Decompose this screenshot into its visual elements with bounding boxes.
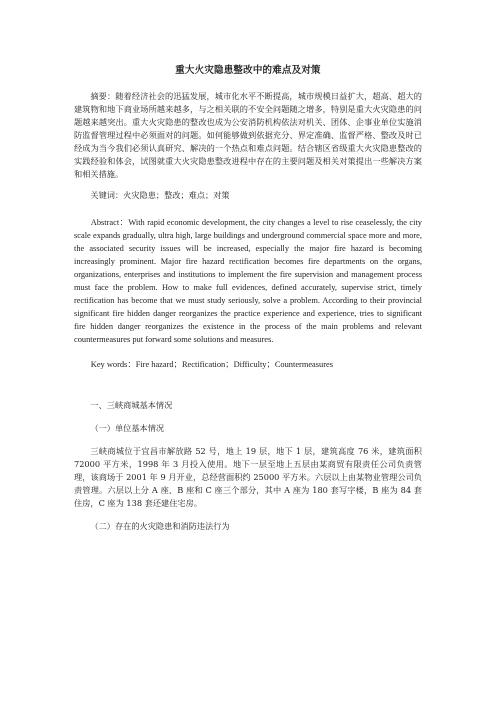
abstract-cn: 摘要：随着经济社会的迅猛发展，城市化水平不断提高，城市规模日益扩大，超高、超大的建筑物和地下商业场所越来越多，与之相关联的不安全问题随之增多，特别是重大火灾隐患的问题越来越突出。重大火灾隐患的整改也成为公安消防机构依法对机关、团体、企事业单位实施消防监督管理过程中必须面对的问题。如何能够做到依据充分、界定准确、监督严格、整改及时已经成为当今我们必须认真研究、解决的一个热点和难点问题。结合辖区省级重大火灾隐患整改的实践经验和体会，试图就重大火灾隐患整改进程中存在的主要问题及相关对策提出一些解决方案和相关措施。 (74, 91, 422, 179)
abstract-en: Abstract：With rapid economic development, the city changes a level to rise ceaselessly, the city scale expands gradually, ultra high, large buildings and underground commercial space more and more, the associated security issues will be increased, especially the major fire hazard is becoming increasingly prominent. Major fire hazard rectification becomes fire departments on the organs, organizations, enterprises and institutions to implement the fire supervision and management process must face the problem. How to make full evidences, defined accurately, supervise strict, timely rectification has become that we must study seriously, solve a problem. According to their provincial significant fire hidden danger reorganizes the practice experience and experience, tries to significant fire hidden danger reorganizes the existence in the process of the main problems and relevant countermeasures put forward some solutions and measures. (74, 218, 422, 344)
keywords-en: Key words：Fire hazard；Rectification；Difficulty；Countermeasures (90, 360, 333, 369)
subsection-heading-1-2: （二）存在的火灾隐患和消防违法行为 (90, 521, 230, 531)
subsection-body-1-1: 三峡商城位于宜昌市解放路 52 号，地上 19 层，地下 1 层，建筑高度 76 米，建筑面积 72000 平方米，1998 年 3 月投入使用。地下一层至地上五层由某商贸有限责任公司负责管理，该商场于 2001 年 9 月开业，总经营面积约 25000 平方米。六层以上由某物业管理公司负责管理。六层以上分 A 座、B 座和 C 座三个部分，其中 A 座为 180 套写字楼，B 座为 84 套住房，C 座为 138 套还建住宅房。 (74, 446, 422, 508)
page-title: 重大火灾隐患整改中的难点及对策 (175, 65, 321, 76)
section-heading-1: 一、三峡商城基本情况 (90, 400, 173, 410)
subsection-heading-1-1: （一）单位基本情况 (90, 423, 165, 433)
document-body (74, 62, 422, 533)
keywords-cn: 关键词：火灾隐患；整改；难点；对策 (90, 190, 230, 200)
